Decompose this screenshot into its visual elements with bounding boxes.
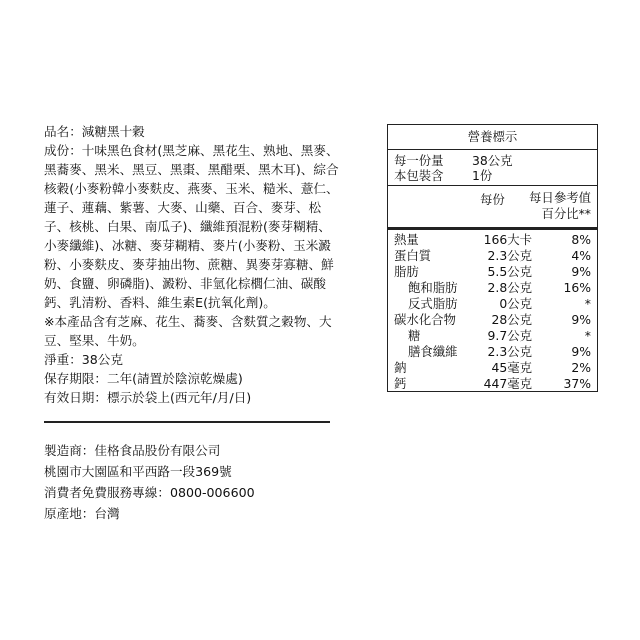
nutrient-daily-value: * bbox=[584, 296, 591, 311]
nutrient-value: 9.7公克 bbox=[487, 328, 532, 343]
nutrient-value: 28公克 bbox=[491, 312, 532, 327]
allergen-notice: ※本產品含有芝麻、花生、蕎麥、含麩質之穀物、大豆、堅果、牛奶。 bbox=[44, 314, 332, 348]
nutrient-daily-value: 4% bbox=[571, 248, 591, 263]
nutrient-value: 447毫克 bbox=[483, 376, 532, 391]
nutrient-daily-value: 16% bbox=[563, 280, 591, 295]
nutrient-value: 45毫克 bbox=[491, 360, 532, 375]
per-serving-header: 每份 bbox=[480, 192, 505, 207]
nutrient-value: 166大卡 bbox=[483, 232, 532, 247]
nutrient-row bbox=[394, 328, 591, 344]
nutrient-name: 蛋白質 bbox=[394, 248, 432, 263]
nutrient-daily-value: * bbox=[584, 328, 591, 343]
nutrition-facts-panel bbox=[387, 124, 598, 392]
nutrient-name: 鈉 bbox=[394, 360, 407, 375]
product-info bbox=[44, 122, 340, 407]
nutrient-name: 熱量 bbox=[394, 232, 419, 247]
manufacturer-name: 製造商：佳格食品股份有限公司 bbox=[44, 443, 221, 458]
nutrient-value: 2.3公克 bbox=[487, 344, 532, 359]
serving-info bbox=[388, 150, 597, 186]
ingredients-text: 成份：十味黑色食材(黑芝麻、黑花生、熟地、黑麥、黑蕎麥、黑米、黑豆、黑棗、黑醋栗、黑木耳)、綜合核穀(小麥粉韓小麥麩皮、燕麥、玉米、糙米、薏仁、蓮子、蓮藕、紫薯、大麥、山藥、百合、麥芽、松子、核桃、白果、南瓜子)、纖維預混粉(麥芽糊精、小麥纖維)、冰糖、麥芽糊精、麥片(小麥粉、玉米澱粉、小麥麩皮、麥芽抽出物、蔗糖、異麥芽寡糖、鮮奶、食鹽、卵磷脂)、澱粉、非氫化棕櫚仁油、碳酸鈣、乳清粉、香料、維生素E(抗氧化劑)。 bbox=[44, 143, 339, 310]
nutrient-name: 脂肪 bbox=[394, 264, 419, 279]
nutrient-name: 飽和脂肪 bbox=[408, 280, 458, 295]
nutrient-value: 0公克 bbox=[499, 296, 532, 311]
nutrient-value: 2.8公克 bbox=[487, 280, 532, 295]
nutrition-title: 營養標示 bbox=[388, 125, 597, 150]
manufacturer-address: 桃園市大園區和平西路一段369號 bbox=[44, 464, 232, 479]
nutrient-row bbox=[394, 312, 591, 328]
serving-size-label: 每一份量 bbox=[394, 153, 444, 168]
nutrient-row bbox=[394, 360, 591, 376]
product-name: 品名：減糖黑十穀 bbox=[44, 124, 145, 139]
service-hotline: 消費者免費服務專線：0800-006600 bbox=[44, 485, 255, 500]
nutrient-daily-value: 9% bbox=[571, 264, 591, 279]
nutrition-column-header bbox=[388, 186, 597, 230]
nutrient-row bbox=[394, 344, 591, 360]
nutrient-row bbox=[394, 232, 591, 248]
nutrient-name: 碳水化合物 bbox=[394, 312, 456, 327]
expiry-info: 有效日期：標示於袋上(西元年/月/日) bbox=[44, 390, 252, 405]
nutrient-daily-value: 9% bbox=[571, 344, 591, 359]
serving-size-value: 38公克 bbox=[472, 153, 513, 168]
servings-per-pack-value: 1份 bbox=[472, 168, 493, 183]
nutrient-value: 2.3公克 bbox=[487, 248, 532, 263]
storage-info: 保存期限：二年(請置於陰涼乾燥處) bbox=[44, 371, 243, 386]
nutrient-name: 糖 bbox=[408, 328, 421, 343]
nutrient-name: 反式脂肪 bbox=[408, 296, 458, 311]
nutrient-daily-value: 2% bbox=[571, 360, 591, 375]
nutrient-daily-value: 37% bbox=[563, 376, 591, 391]
daily-value-header-line2: 百分比** bbox=[541, 206, 591, 221]
daily-value-header bbox=[529, 190, 591, 222]
nutrient-row bbox=[394, 248, 591, 264]
nutrient-daily-value: 9% bbox=[571, 312, 591, 327]
nutrient-row bbox=[394, 376, 591, 392]
nutrient-name: 鈣 bbox=[394, 376, 407, 391]
nutrient-row bbox=[394, 280, 591, 296]
nutrient-row bbox=[394, 264, 591, 280]
servings-per-pack-label: 本包裝含 bbox=[394, 168, 444, 183]
manufacturer-info bbox=[44, 440, 255, 524]
nutrient-value: 5.5公克 bbox=[487, 264, 532, 279]
country-of-origin: 原產地：台灣 bbox=[44, 506, 120, 521]
nutrient-row bbox=[394, 296, 591, 312]
net-weight: 淨重：38公克 bbox=[44, 352, 123, 367]
nutrient-name: 膳食纖維 bbox=[408, 344, 458, 359]
section-divider bbox=[44, 421, 330, 423]
nutrient-daily-value: 8% bbox=[571, 232, 591, 247]
nutrient-rows bbox=[388, 230, 597, 392]
daily-value-header-line1: 每日參考值 bbox=[529, 190, 591, 205]
